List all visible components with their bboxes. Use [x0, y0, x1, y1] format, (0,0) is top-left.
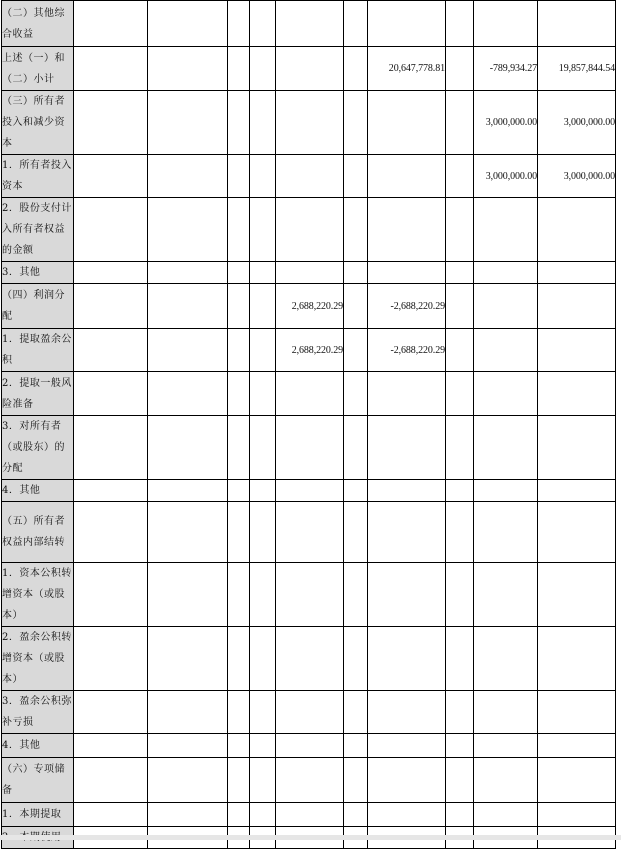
value-cell: [74, 198, 148, 262]
value-cell: [368, 372, 446, 416]
value-cell: [474, 627, 538, 691]
value-cell: [74, 734, 148, 758]
value-cell: -2,688,220.29: [368, 329, 446, 372]
value-cell: [148, 47, 228, 91]
value-cell: [276, 480, 344, 502]
value-cell: [74, 262, 148, 284]
value-cell: [276, 262, 344, 284]
value-cell: [148, 758, 228, 803]
value-cell: [446, 1, 474, 47]
value-cell: [74, 803, 148, 827]
value-cell: [148, 1, 228, 47]
value-cell: [474, 563, 538, 627]
value-cell: [74, 416, 148, 480]
value-cell: [474, 502, 538, 563]
table-row: [2, 372, 616, 416]
value-cell: [250, 155, 276, 198]
value-cell: [148, 155, 228, 198]
value-cell: [446, 284, 474, 329]
value-cell: [250, 758, 276, 803]
value-cell: 3,000,000.00: [474, 91, 538, 155]
value-cell: [148, 734, 228, 758]
value-cell: [474, 329, 538, 372]
value-cell: [368, 198, 446, 262]
value-cell: [74, 47, 148, 91]
value-cell: [538, 734, 616, 758]
value-cell: [474, 803, 538, 827]
value-cell: [344, 734, 368, 758]
value-cell: [474, 758, 538, 803]
value-cell: [250, 803, 276, 827]
value-cell: 2,688,220.29: [276, 329, 344, 372]
value-cell: [228, 563, 250, 627]
value-cell: [538, 372, 616, 416]
value-cell: [276, 691, 344, 734]
value-cell: [148, 691, 228, 734]
value-cell: [446, 502, 474, 563]
value-cell: [344, 691, 368, 734]
value-cell: [344, 262, 368, 284]
value-cell: [538, 1, 616, 47]
value-cell: [228, 734, 250, 758]
value-cell: [228, 262, 250, 284]
row-label: （四）利润分配: [2, 284, 74, 329]
value-cell: [250, 563, 276, 627]
value-cell: [250, 416, 276, 480]
value-cell: [148, 262, 228, 284]
value-cell: [368, 563, 446, 627]
table-body: [2, 1, 616, 849]
value-cell: [446, 758, 474, 803]
value-cell: [474, 416, 538, 480]
value-cell: [344, 284, 368, 329]
value-cell: -2,688,220.29: [368, 284, 446, 329]
value-cell: [74, 691, 148, 734]
value-cell: [228, 91, 250, 155]
value-cell: [228, 284, 250, 329]
value-cell: [276, 198, 344, 262]
value-cell: [344, 372, 368, 416]
table-row: [2, 803, 616, 827]
table-row: [2, 416, 616, 480]
value-cell: [368, 155, 446, 198]
value-cell: [344, 155, 368, 198]
value-cell: [250, 691, 276, 734]
value-cell: [276, 1, 344, 47]
value-cell: [446, 91, 474, 155]
table-row: [2, 734, 616, 758]
row-label: 1．提取盈余公积: [2, 329, 74, 372]
row-label: 1．所有者投入资本: [2, 155, 74, 198]
value-cell: [446, 262, 474, 284]
table-row: [2, 284, 616, 329]
value-cell: [446, 734, 474, 758]
value-cell: [538, 758, 616, 803]
row-label: 3．其他: [2, 262, 74, 284]
value-cell: [368, 758, 446, 803]
value-cell: [250, 627, 276, 691]
value-cell: [538, 803, 616, 827]
value-cell: [74, 329, 148, 372]
value-cell: [74, 563, 148, 627]
value-cell: [276, 563, 344, 627]
value-cell: [538, 329, 616, 372]
value-cell: [250, 1, 276, 47]
value-cell: [74, 758, 148, 803]
value-cell: [276, 734, 344, 758]
value-cell: [344, 563, 368, 627]
value-cell: [228, 627, 250, 691]
value-cell: [538, 563, 616, 627]
value-cell: [368, 480, 446, 502]
value-cell: [276, 502, 344, 563]
value-cell: [276, 758, 344, 803]
value-cell: [228, 803, 250, 827]
value-cell: [446, 480, 474, 502]
value-cell: [74, 1, 148, 47]
row-label: 4．其他: [2, 734, 74, 758]
value-cell: [446, 372, 474, 416]
value-cell: 19,857,844.54: [538, 47, 616, 91]
value-cell: [368, 734, 446, 758]
value-cell: [538, 284, 616, 329]
value-cell: [474, 480, 538, 502]
value-cell: [538, 480, 616, 502]
row-label: 1．本期提取: [2, 803, 74, 827]
value-cell: [538, 627, 616, 691]
equity-statement-table: [1, 0, 616, 849]
row-label: （三）所有者投入和减少资本: [2, 91, 74, 155]
value-cell: [74, 91, 148, 155]
row-label: （二）其他综合收益: [2, 1, 74, 47]
value-cell: [446, 329, 474, 372]
value-cell: [538, 198, 616, 262]
value-cell: [474, 734, 538, 758]
table-row: [2, 91, 616, 155]
value-cell: [368, 262, 446, 284]
row-label: 上述（一）和（二）小计: [2, 47, 74, 91]
value-cell: [474, 372, 538, 416]
value-cell: [228, 416, 250, 480]
value-cell: [474, 1, 538, 47]
value-cell: 2,688,220.29: [276, 284, 344, 329]
value-cell: [74, 372, 148, 416]
value-cell: [276, 627, 344, 691]
value-cell: [368, 1, 446, 47]
table-row: [2, 47, 616, 91]
value-cell: 3,000,000.00: [538, 91, 616, 155]
value-cell: [446, 691, 474, 734]
value-cell: [250, 91, 276, 155]
table-row: [2, 262, 616, 284]
value-cell: [368, 803, 446, 827]
value-cell: [74, 627, 148, 691]
value-cell: [368, 502, 446, 563]
value-cell: [474, 284, 538, 329]
value-cell: [228, 155, 250, 198]
value-cell: [74, 502, 148, 563]
row-label: 2．盈余公积转增资本（或股本）: [2, 627, 74, 691]
value-cell: [228, 502, 250, 563]
row-label: 3．盈余公积弥补亏损: [2, 691, 74, 734]
value-cell: [148, 627, 228, 691]
value-cell: [148, 284, 228, 329]
value-cell: [368, 91, 446, 155]
value-cell: [538, 502, 616, 563]
value-cell: [344, 758, 368, 803]
value-cell: [228, 1, 250, 47]
value-cell: [228, 691, 250, 734]
value-cell: [344, 329, 368, 372]
value-cell: [276, 372, 344, 416]
value-cell: -789,934.27: [474, 47, 538, 91]
value-cell: [538, 416, 616, 480]
value-cell: [250, 284, 276, 329]
value-cell: [228, 329, 250, 372]
value-cell: [446, 155, 474, 198]
value-cell: [250, 502, 276, 563]
value-cell: [344, 627, 368, 691]
value-cell: [228, 480, 250, 502]
page-bottom-edge: [0, 835, 621, 840]
value-cell: [446, 563, 474, 627]
value-cell: 3,000,000.00: [538, 155, 616, 198]
value-cell: [344, 198, 368, 262]
row-label: 2．股份支付计入所有者权益的金额: [2, 198, 74, 262]
table-row: [2, 691, 616, 734]
value-cell: [538, 262, 616, 284]
table-row: [2, 329, 616, 372]
value-cell: [148, 372, 228, 416]
value-cell: [148, 480, 228, 502]
value-cell: [148, 803, 228, 827]
value-cell: [344, 91, 368, 155]
table-row: [2, 502, 616, 563]
value-cell: [344, 502, 368, 563]
value-cell: [250, 329, 276, 372]
table-row: [2, 480, 616, 502]
value-cell: [368, 416, 446, 480]
table-row: [2, 155, 616, 198]
table-row: [2, 563, 616, 627]
value-cell: [228, 372, 250, 416]
table-row: [2, 758, 616, 803]
row-label: 1．资本公积转增资本（或股本）: [2, 563, 74, 627]
value-cell: [74, 155, 148, 198]
table-row: [2, 1, 616, 47]
value-cell: [148, 91, 228, 155]
value-cell: [538, 691, 616, 734]
value-cell: [148, 329, 228, 372]
value-cell: [276, 803, 344, 827]
value-cell: 20,647,778.81: [368, 47, 446, 91]
value-cell: [368, 691, 446, 734]
value-cell: [276, 155, 344, 198]
row-label: 2．提取一般风险准备: [2, 372, 74, 416]
value-cell: [446, 47, 474, 91]
value-cell: [148, 502, 228, 563]
value-cell: [228, 198, 250, 262]
value-cell: [446, 198, 474, 262]
value-cell: [344, 47, 368, 91]
value-cell: [474, 691, 538, 734]
row-label: 3．对所有者（或股东）的分配: [2, 416, 74, 480]
row-label: （六）专项储备: [2, 758, 74, 803]
value-cell: [228, 758, 250, 803]
value-cell: [344, 416, 368, 480]
value-cell: [250, 480, 276, 502]
value-cell: [446, 627, 474, 691]
value-cell: [276, 47, 344, 91]
row-label: 4．其他: [2, 480, 74, 502]
value-cell: [344, 803, 368, 827]
value-cell: [276, 91, 344, 155]
value-cell: [474, 198, 538, 262]
table-row: [2, 627, 616, 691]
value-cell: [148, 416, 228, 480]
value-cell: [474, 262, 538, 284]
value-cell: [148, 563, 228, 627]
value-cell: [368, 627, 446, 691]
value-cell: [446, 803, 474, 827]
value-cell: [148, 198, 228, 262]
value-cell: [446, 416, 474, 480]
value-cell: [74, 284, 148, 329]
value-cell: [344, 1, 368, 47]
value-cell: [74, 480, 148, 502]
value-cell: [250, 198, 276, 262]
value-cell: [276, 416, 344, 480]
row-label: （五）所有者权益内部结转: [2, 502, 74, 563]
value-cell: [250, 262, 276, 284]
value-cell: [250, 734, 276, 758]
table-row: [2, 198, 616, 262]
value-cell: [250, 372, 276, 416]
value-cell: [250, 47, 276, 91]
value-cell: [228, 47, 250, 91]
value-cell: [344, 480, 368, 502]
value-cell: 3,000,000.00: [474, 155, 538, 198]
